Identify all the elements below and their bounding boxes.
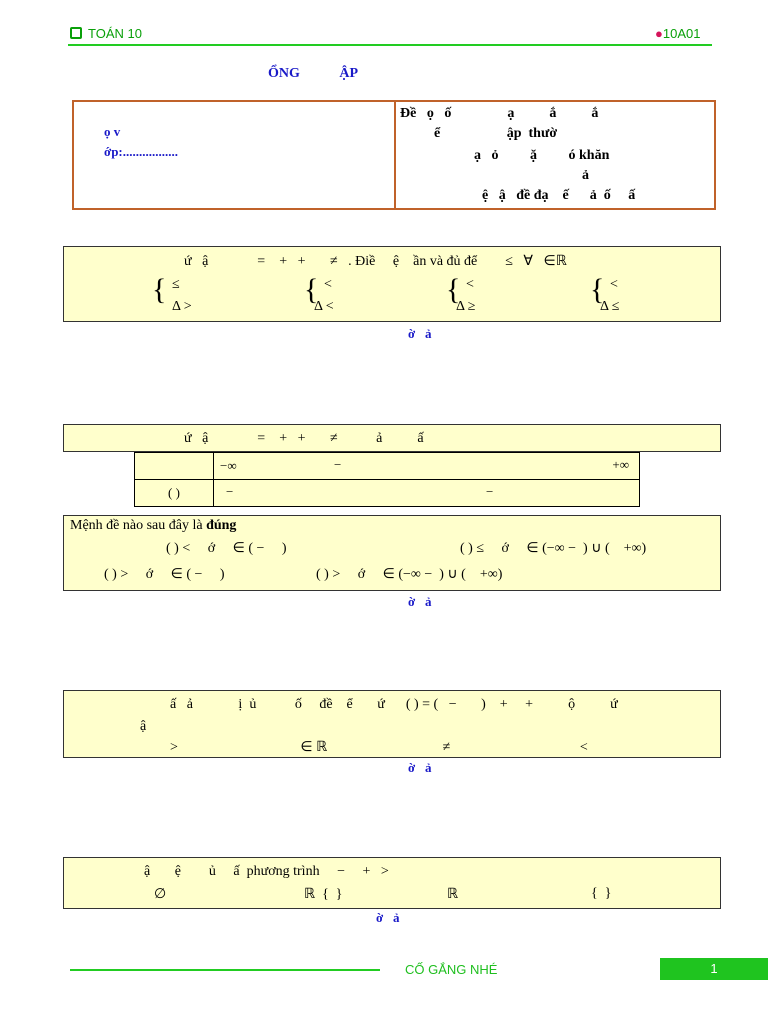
table-cell [214, 480, 640, 507]
q1-a-line1: ≤ [172, 277, 180, 292]
q3-answer-label: ờ ả [408, 760, 432, 775]
q2-question-text: Mệnh đề nào sau đây là [70, 518, 207, 533]
title-part1: ỔNG [268, 66, 300, 81]
question-2-options-box [63, 515, 721, 591]
q1-b-line1: < [324, 277, 332, 292]
q3-line2: ậ [140, 719, 147, 734]
q3-options[interactable]: > ∈ ℝ ≠ < [170, 740, 588, 755]
brace-icon: { [590, 273, 605, 306]
table-row [135, 453, 640, 480]
q2-question [70, 518, 236, 534]
q1-stem: ứ ậ = + + ≠ . Điề ệ ần và đủ để ≤ ∀ ∈ℝ [184, 254, 567, 269]
q1-d-line2: Δ ≤ [600, 299, 620, 314]
neg-infinity: −∞ [220, 458, 237, 473]
title-part2: ẬP [339, 66, 359, 81]
table-cell: ( ) [135, 480, 214, 507]
page-number: 1 [660, 958, 768, 980]
q4-stem: ậ ệ ủ ấ phương trình − + > [144, 864, 389, 879]
q2-answer-label: ờ ả [408, 594, 432, 609]
header-divider [68, 44, 712, 46]
q1-a-line2: Δ > [172, 299, 192, 314]
sign-table [134, 452, 640, 507]
pos-infinity: +∞ [612, 457, 629, 472]
question-1 [63, 246, 721, 322]
instruction-line2: ể ập thườ [434, 126, 558, 141]
footer-divider [70, 969, 380, 971]
instruction-line5: ệ ậ đề đạ ế ả ố ấ [482, 188, 636, 203]
q1-d-line1: < [610, 277, 618, 292]
header-subject [70, 26, 142, 41]
table-row [135, 480, 640, 507]
q4-answer-label: ờ ả [376, 910, 400, 925]
header-class [655, 26, 700, 41]
table-sign: − [226, 484, 234, 499]
instruction-line1: Đề ọ ố ạ ắ ắ [400, 106, 599, 121]
q2-option-c[interactable]: ( ) > ớ ∈ ( − ) [104, 567, 225, 582]
q4-option-c[interactable]: ℝ [447, 887, 459, 902]
q1-answer-label: ờ ả [408, 326, 432, 341]
question-2-stem-box [63, 424, 721, 452]
page-title [268, 66, 358, 82]
q2-option-d[interactable]: ( ) > ớ ∈ (−∞ − ) ∪ ( +∞) [316, 567, 503, 582]
student-info-box [72, 100, 716, 210]
table-value: − [334, 457, 342, 472]
class-code: 10A01 [662, 26, 701, 41]
table-cell [135, 453, 214, 480]
subject-label: TOÁN 10 [88, 26, 142, 41]
info-box-divider [394, 102, 396, 208]
class-field-label: ớp:................. [104, 144, 179, 159]
q4-option-b[interactable]: ℝ { } [304, 887, 343, 902]
q4-option-d[interactable]: { } [591, 886, 612, 901]
q2-stem: ứ ậ = + + ≠ ả ấ [184, 431, 424, 446]
q3-line1: ấ ả ị ủ ố đề ể ứ ( ) = ( − ) + + ộ ứ [170, 697, 618, 712]
q1-b-line2: Δ < [314, 299, 334, 314]
q1-c-line1: < [466, 277, 474, 292]
student-name-label: ọ v [104, 124, 121, 139]
q2-question-bold: đúng [206, 518, 237, 533]
edit-icon [70, 27, 82, 39]
instruction-line3: ạ ỏ ặ ó khăn [474, 148, 610, 163]
table-sign: − [486, 484, 494, 499]
q4-option-a[interactable]: ∅ [154, 887, 167, 902]
brace-icon: { [304, 273, 319, 306]
brace-icon: { [152, 273, 167, 306]
question-3 [63, 690, 721, 758]
q2-option-b[interactable]: ( ) ≤ ớ ∈ (−∞ − ) ∪ ( +∞) [460, 541, 647, 556]
footer-motto: CỐ GẮNG NHÉ [405, 962, 498, 977]
q1-c-line2: Δ ≥ [456, 299, 476, 314]
brace-icon: { [446, 273, 461, 306]
question-4 [63, 857, 721, 909]
location-pin-icon: ● [655, 26, 663, 41]
q2-option-a[interactable]: ( ) < ớ ∈ ( − ) [166, 541, 287, 556]
table-cell [214, 453, 640, 480]
instruction-line4: ả [582, 168, 589, 183]
